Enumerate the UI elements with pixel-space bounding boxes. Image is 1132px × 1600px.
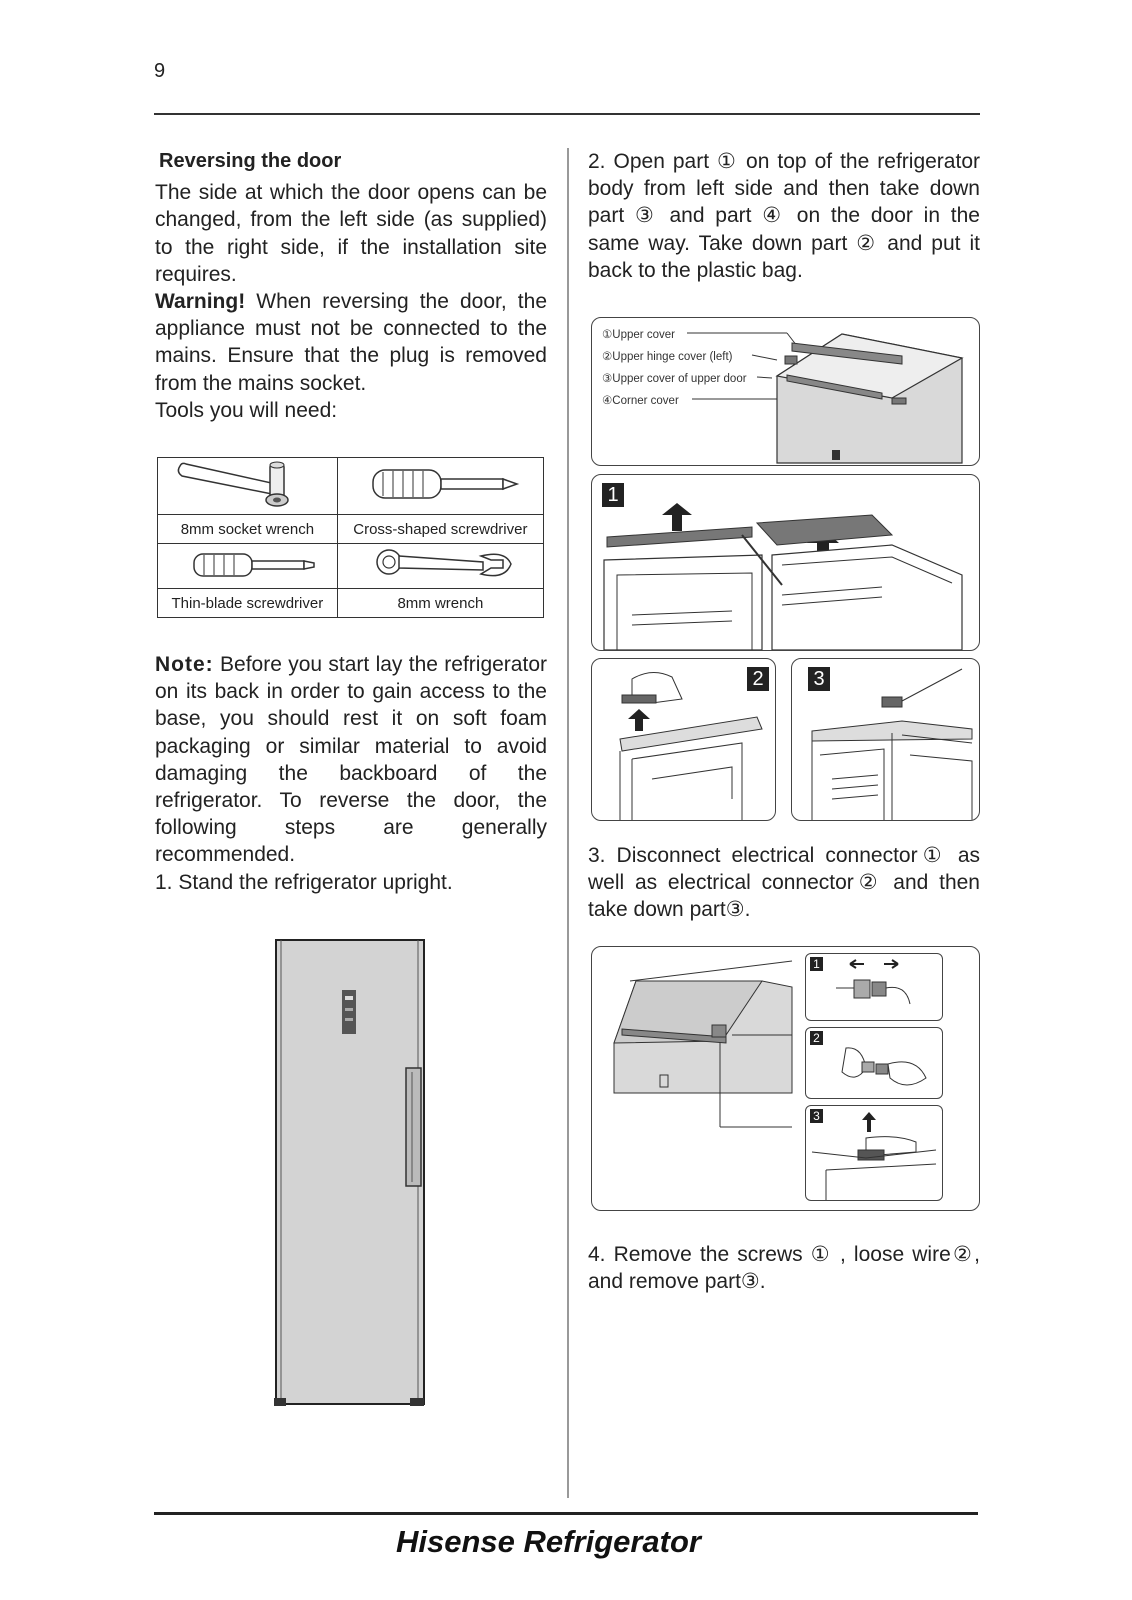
note-label: Note:	[155, 653, 214, 676]
column-divider	[567, 148, 569, 1498]
connector-detail-3	[805, 1105, 943, 1201]
note-paragraph	[155, 651, 547, 869]
connector-detail-1	[805, 953, 943, 1021]
callout-corner-cover: ④Corner cover	[602, 395, 679, 407]
step-4: 4. Remove the screws ① , loose wire②, and remove part③.	[588, 1243, 980, 1294]
sub-badge-2: 2	[810, 1031, 823, 1045]
callout-upper-hinge-cover: ②Upper hinge cover (left)	[602, 351, 733, 363]
brand-footer: Hisense Refrigerator	[396, 1524, 701, 1559]
panel-badge-2: 2	[747, 667, 769, 691]
step-2: 2. Open part ① on top of the refrigerator body from left side and then take down part ③ and part ④ on the door in the same way. Take down part ② and put it back to the plastic bag.	[588, 150, 980, 282]
tool-label-cross-screwdriver: Cross-shaped screwdriver	[337, 515, 543, 544]
panel-badge-3: 3	[808, 667, 830, 691]
remove-covers-diagram	[592, 475, 979, 650]
tools-table	[157, 457, 544, 618]
left-text-block	[155, 148, 547, 424]
thin-blade-screwdriver-icon	[158, 544, 338, 589]
footer-rule	[154, 1512, 978, 1515]
hinge-cover-diagram	[592, 659, 775, 820]
warning-paragraph	[155, 288, 547, 397]
step-1: 1. Stand the refrigerator upright.	[155, 870, 453, 894]
diagram-panel-2	[591, 658, 776, 821]
cross-screwdriver-icon	[337, 458, 543, 515]
note-text: Before you start lay the refrigerator on its back in order to gain access to the base, you should rest it on soft foam packaging or similar material to avoid damaging the backboard of the refrigerator. To reverse the door, the following steps are generally recommended.	[155, 653, 547, 867]
fridge-top-diagram	[592, 318, 979, 465]
tool-label-socket-wrench: 8mm socket wrench	[158, 515, 338, 544]
tool-label-thin-blade-screwdriver: Thin-blade screwdriver	[158, 589, 338, 618]
sub-badge-1: 1	[810, 957, 823, 971]
callout-upper-door-cover: ③Upper cover of upper door	[602, 373, 747, 385]
diagram-panel-3	[791, 658, 980, 821]
note-block	[155, 651, 547, 896]
diagram-panel-1	[591, 474, 980, 651]
callout-panel	[591, 317, 980, 466]
connector-panel	[591, 946, 980, 1211]
section-heading: Reversing the door	[159, 150, 342, 172]
door-cover-diagram	[792, 659, 979, 820]
panel-badge-1: 1	[602, 483, 624, 507]
socket-wrench-icon	[158, 458, 338, 515]
warning-text: When reversing the door, the appliance must not be connected to the mains. Ensure that the plug is removed from the mains socket.	[155, 290, 547, 395]
sub-badge-3: 3	[810, 1109, 823, 1123]
header-rule	[154, 113, 980, 115]
connector-detail-2	[805, 1027, 943, 1099]
step-3: 3. Disconnect electrical connector① as well as electrical connector② and then take down part③.	[588, 844, 980, 922]
tool-label-wrench: 8mm wrench	[337, 589, 543, 618]
page-number: 9	[154, 60, 166, 82]
refrigerator-illustration	[272, 938, 434, 1417]
callout-upper-cover: ①Upper cover	[602, 329, 675, 341]
tools-title: Tools you will need:	[155, 398, 338, 422]
intro-paragraph: The side at which the door opens can be changed, from the left side (as supplied) to the right side, if the installation site requires.	[155, 181, 547, 286]
warning-label: Warning!	[155, 290, 246, 314]
wrench-icon	[337, 544, 543, 589]
